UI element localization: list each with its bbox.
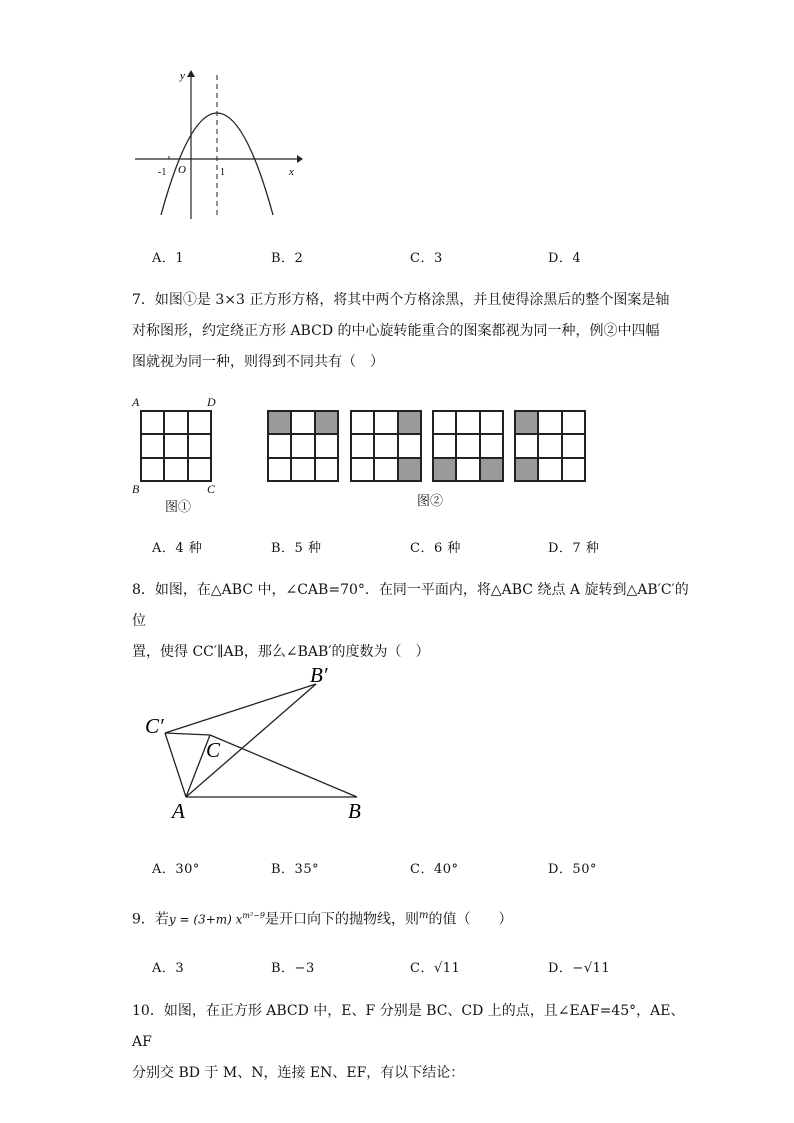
fig1-label-a: A xyxy=(132,395,140,409)
q8-triangle-figure xyxy=(140,660,380,825)
q8-line-1: 8．如图，在△ABC 中，∠CAB=70°．在同一平面内，将△ABC 绕点 A 旋转到△AB′C′的位 xyxy=(132,582,689,629)
grid-cell xyxy=(374,458,397,481)
tick-label-one: 1 xyxy=(220,167,225,178)
segment-cb xyxy=(210,735,357,797)
q8-option-d[interactable]: D．50° xyxy=(548,862,597,877)
q7-line-2: 对称图形，约定绕正方形 ABCD 的中心旋转能重合的图案都视为同一种，例②中四幅 xyxy=(132,323,660,339)
shaded-cell xyxy=(315,411,338,434)
q8-option-b[interactable]: B．35° xyxy=(271,862,320,877)
q6-option-c[interactable]: C．3 xyxy=(410,251,443,266)
q10-stem xyxy=(132,996,702,1089)
grid-cell xyxy=(456,411,479,434)
q6-option-a[interactable]: A．1 xyxy=(152,251,185,266)
grid-cell xyxy=(515,434,538,457)
fig2-caption: 图② xyxy=(417,494,444,509)
q10-line-2: 分别交 BD 于 M、N，连接 EN、EF，有以下结论： xyxy=(132,1065,465,1081)
fig1-caption: 图① xyxy=(165,500,192,515)
tick-label-neg-one: -1 xyxy=(158,167,167,178)
q6-option-b[interactable]: B．2 xyxy=(271,251,304,266)
grid-cell xyxy=(562,411,585,434)
q7-line-3: 图就视为同一种，则得到不同共有（ ） xyxy=(132,354,384,370)
q7-option-a[interactable]: A．4 种 xyxy=(152,541,203,556)
q7-line-1: 7．如图①是 3×3 正方形方格，将其中两个方格涂黑，并且使得涂黑后的整个图案是轴 xyxy=(132,292,670,308)
q9-suffix: 是开口向下的抛物线，则 xyxy=(265,911,419,928)
shaded-cell xyxy=(515,458,538,481)
grid-cell xyxy=(562,458,585,481)
shaded-cell xyxy=(515,411,538,434)
grid-cell xyxy=(538,411,561,434)
q8-option-c[interactable]: C．40° xyxy=(410,862,459,877)
grid-cell xyxy=(351,458,374,481)
grid-cell xyxy=(433,434,456,457)
x-axis-label: x xyxy=(289,166,294,178)
grid-cell xyxy=(456,458,479,481)
shaded-cell xyxy=(433,458,456,481)
fig1-label-b: B xyxy=(132,482,140,496)
shaded-cell xyxy=(398,411,421,434)
shaded-cell xyxy=(480,458,503,481)
q7-option-b[interactable]: B．5 种 xyxy=(271,541,322,556)
grid-cell xyxy=(291,411,314,434)
grid-cell xyxy=(480,434,503,457)
shaded-cell xyxy=(398,458,421,481)
grid-cell xyxy=(374,411,397,434)
q9-stem xyxy=(132,900,512,936)
grid-cell xyxy=(538,458,561,481)
label-a: A xyxy=(172,799,185,823)
origin-label: O xyxy=(178,164,186,176)
grid-cell xyxy=(351,411,374,434)
label-b: B xyxy=(348,799,361,823)
segment-cprime-bprime xyxy=(165,684,316,733)
q9-var-m: m xyxy=(419,910,429,921)
q8-stem xyxy=(132,575,692,668)
label-c: C xyxy=(206,738,221,762)
grid-cell xyxy=(562,434,585,457)
q9-tail: 的值（ ） xyxy=(428,911,513,928)
q9-option-a[interactable]: A．3 xyxy=(152,961,185,976)
q9-prefix: 9．若 xyxy=(132,911,169,928)
q8-line-2: 置，使得 CC′∥AB，那么∠BAB′的度数为（ ） xyxy=(132,644,430,660)
shaded-cell xyxy=(268,411,291,434)
q9-option-c[interactable]: C．√11 xyxy=(410,961,461,976)
fig2-grid-4 xyxy=(514,410,586,482)
q6-option-d[interactable]: D．4 xyxy=(548,251,582,266)
segment-ac-prime xyxy=(165,733,186,797)
q7-stem xyxy=(132,285,692,378)
grid-cell xyxy=(268,434,291,457)
q7-option-c[interactable]: C．6 种 xyxy=(410,541,461,556)
grid-cell xyxy=(398,434,421,457)
grid-cell xyxy=(351,434,374,457)
label-c-prime: C′ xyxy=(145,714,164,738)
fig2-grid-2 xyxy=(350,410,422,482)
label-b-prime: B′ xyxy=(310,663,328,687)
grid-cell xyxy=(456,434,479,457)
segment-cc-prime xyxy=(165,733,210,735)
q9-option-d[interactable]: D．−√11 xyxy=(548,961,611,976)
grid-cell xyxy=(291,458,314,481)
fig1-grid xyxy=(140,410,212,482)
q6-parabola-graph xyxy=(125,65,305,225)
q7-option-d[interactable]: D．7 种 xyxy=(548,541,600,556)
grid-cell xyxy=(315,434,338,457)
grid-cell xyxy=(291,434,314,457)
q9-exponent: m²−9 xyxy=(242,911,265,920)
y-axis-arrow xyxy=(187,70,195,77)
q9-formula: y = (3+m) x xyxy=(168,912,243,927)
grid-cell xyxy=(433,411,456,434)
grid-cell xyxy=(315,458,338,481)
grid-cell xyxy=(374,434,397,457)
q10-line-1: 10．如图，在正方形 ABCD 中，E、F 分别是 BC、CD 上的点，且∠EAF=45°，AE、AF xyxy=(132,1003,685,1050)
x-axis-arrow xyxy=(297,155,303,163)
fig1-label-d: D xyxy=(207,395,216,409)
q8-option-a[interactable]: A．30° xyxy=(152,862,200,877)
fig2-grid-1 xyxy=(267,410,339,482)
grid-cell xyxy=(268,458,291,481)
y-axis-label: y xyxy=(180,70,185,82)
fig1-label-c: C xyxy=(207,482,216,496)
fig2-grid-3 xyxy=(432,410,504,482)
grid-cell xyxy=(538,434,561,457)
grid-cell xyxy=(480,411,503,434)
q9-option-b[interactable]: B．−3 xyxy=(271,961,315,976)
